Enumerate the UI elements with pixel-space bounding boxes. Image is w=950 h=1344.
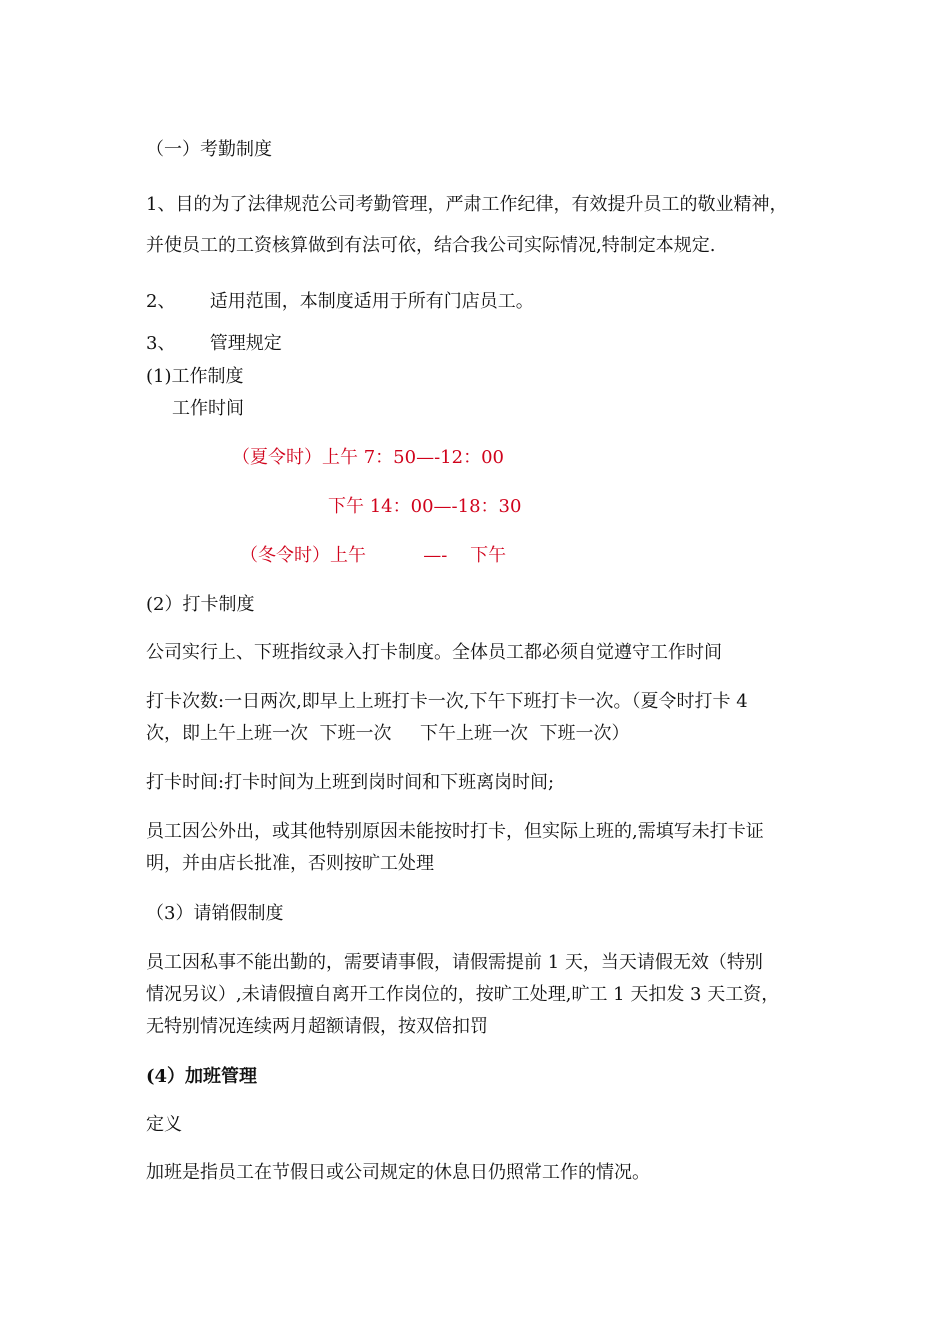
overtime-heading: (4）加班管理	[146, 1066, 258, 1087]
clock-count-line-2: 次，即上午上班一次 下班一次 下午上班一次 下班一次）	[146, 723, 630, 744]
purpose-line-2: 并使员工的工资核算做到有法可依，结合我公司实际情况,特制定本规定.	[146, 235, 716, 256]
leave-line-2: 情况另议）,未请假擅自离开工作岗位的，按旷工处理,旷工 1 天扣发 3 天工资，	[146, 984, 780, 1005]
missed-clock-line-1: 员工因公外出，或其他特别原因未能按时打卡，但实际上班的,需填写未打卡证	[146, 821, 764, 842]
summer-morning-hours: （夏令时）上午 7：50—-12：00	[232, 447, 504, 468]
clock-time-rule: 打卡时间:打卡时间为上班到岗时间和下班离岗时间;	[146, 772, 555, 793]
leave-line-3: 无特别情况连续两月超额请假，按双倍扣罚	[146, 1016, 488, 1037]
work-system-heading: (1)工作制度	[146, 366, 244, 387]
management-rules-item: 3、 管理规定	[146, 333, 282, 354]
definition-text: 加班是指员工在节假日或公司规定的休息日仍照常工作的情况。	[146, 1162, 650, 1183]
summer-afternoon-hours: 下午 14：00—-18：30	[328, 496, 522, 517]
scope-item: 2、 适用范围，本制度适用于所有门店员工。	[146, 291, 534, 312]
leave-line-1: 员工因私事不能出勤的，需要请事假，请假需提前 1 天，当天请假无效（特别	[146, 952, 763, 973]
definition-title: 定义	[146, 1114, 182, 1135]
clock-count-line-1: 打卡次数:一日两次,即早上上班打卡一次,下午下班打卡一次。（夏令时打卡 4	[146, 691, 748, 712]
clock-in-rule: 公司实行上、下班指纹录入打卡制度。全体员工都必须自觉遵守工作时间	[146, 642, 722, 663]
purpose-line-1: 1、目的为了法律规范公司考勤管理，严肃工作纪律，有效提升员工的敬业精神，	[146, 194, 788, 215]
clock-in-system-heading: (2）打卡制度	[146, 594, 255, 615]
leave-system-heading: （3）请销假制度	[146, 903, 284, 924]
section-heading-attendance: （一）考勤制度	[146, 139, 272, 160]
winter-hours: （冬令时）上午 —- 下午	[240, 545, 507, 566]
work-time-label: 工作时间	[172, 398, 244, 419]
missed-clock-line-2: 明，并由店长批准，否则按旷工处理	[146, 853, 434, 874]
